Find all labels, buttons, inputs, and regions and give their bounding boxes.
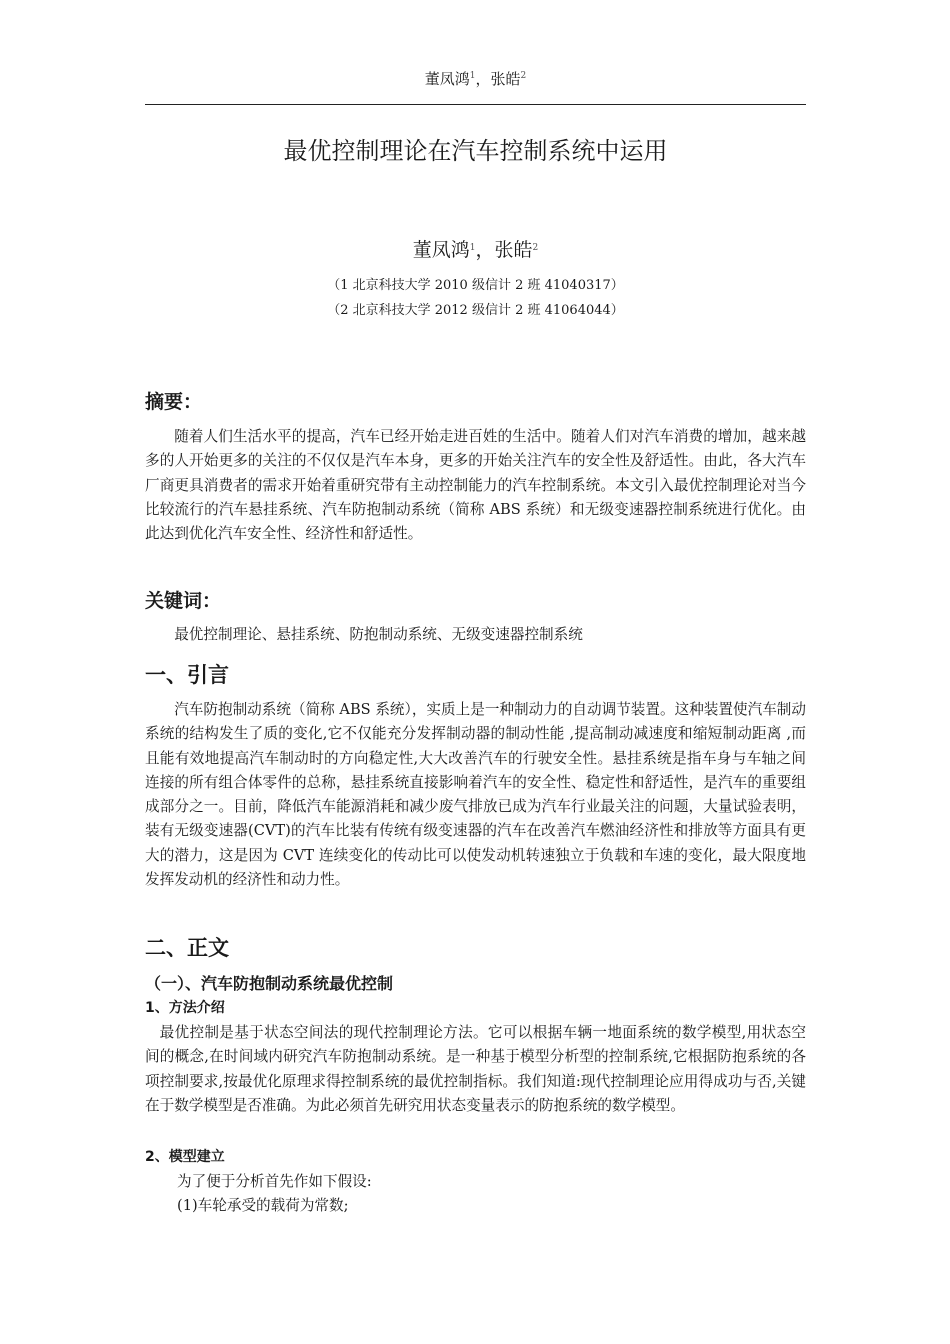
author-2: ，张皓 [475,239,533,261]
header-sup-2: 2 [520,71,527,81]
header-rule [145,104,806,105]
subsection-abs-heading: （一）、汽车防抱制动系统最优控制 [145,974,394,993]
header-author-1: 董凤鸿 [424,70,470,88]
section-main-heading: 二、正文 [145,936,229,960]
paper-title: 最优控制理论在汽车控制系统中运用 [283,137,668,165]
author-line [145,233,806,265]
running-header [145,64,806,91]
author-sup-2: 2 [532,243,539,253]
affiliation-2: （2 北京科技大学 2012 级信计 2 班 41064044） [327,303,624,318]
method-body: 最优控制是基于状态空间法的现代控制理论方法。它可以根据车辆一地面系统的数学模型,用状态空间的概念,在时间域内研究汽车防抱制动系统。是一种基于模型分析型的控制系统,它根据防抱系统的各项控制要求,按最优化原理求得控制系统的最优控制指标。我们知道:现代控制理论应用得成功与否,关键在于数学模型是否准确。为此必须首先研究用状态变量表示的防抱系统的数学模型。 [145,1024,806,1114]
method-heading: 1、方法介绍 [145,1000,225,1016]
author-sup-1: 1 [469,243,476,253]
model-heading: 2、模型建立 [145,1149,225,1165]
model-line-1: 为了便于分析首先作如下假设: [177,1173,372,1190]
model-line-2: (1)车轮承受的载荷为常数; [177,1197,349,1214]
keywords-heading: 关键词： [145,590,222,612]
abstract-heading: 摘要： [145,391,203,413]
affiliation-1: （1 北京科技大学 2010 级信计 2 班 41040317） [327,278,624,293]
keywords-body: 最优控制理论、悬挂系统、防抱制动系统、无级变速器控制系统 [174,626,583,643]
section-intro-heading: 一、引言 [145,663,229,687]
header-sup-1: 1 [469,71,476,81]
header-author-2: ，张皓 [475,70,521,88]
abstract-body: 随着人们生活水平的提高，汽车已经开始走进百姓的生活中。随着人们对汽车消费的增加，越来越多的人开始更多的关注的不仅仅是汽车本身，更多的开始关注汽车的安全性及舒适性。由此，各大汽车厂商更具消费者的需求开始着重研究带有主动控制能力的汽车控制系统。本文引入最优控制理论对当今比较流行的汽车悬挂系统、汽车防抱制动系统（简称 ABS 系统）和无级变速器控制系统进行优化。由此达到优化汽车安全性、经济性和舒适性。 [145,428,806,543]
section-intro-body: 汽车防抱制动系统（简称 ABS 系统），实质上是一种制动力的自动调节装置。这种装置使汽车制动系统的结构发生了质的变化,它不仅能充分发挥制动器的制动性能 ,提高制动减速度和缩短制动距离 ,而且能有效地提高汽车制动时的方向稳定性,大大改善汽车的行驶安全性。悬挂系统是指车身与车轴之间连接的所有组合体零件的总称，悬挂系统直接影响着汽车的安全性、稳定性和舒适性，是汽车的重要组成部分之一。目前，降低汽车能源消耗和减少废气排放已成为汽车行业最关注的问题，大量试验表明，装有无级变速器(CVT)的汽车比装有传统有级变速器的汽车在改善汽车燃油经济性和排放等方面具有更大的潜力，这是因为 CVT 连续变化的传动比可以使发动机转速独立于负载和车速的变化，最大限度地发挥发动机的经济性和动力性。 [145,701,806,889]
author-1: 董凤鸿 [412,239,470,261]
